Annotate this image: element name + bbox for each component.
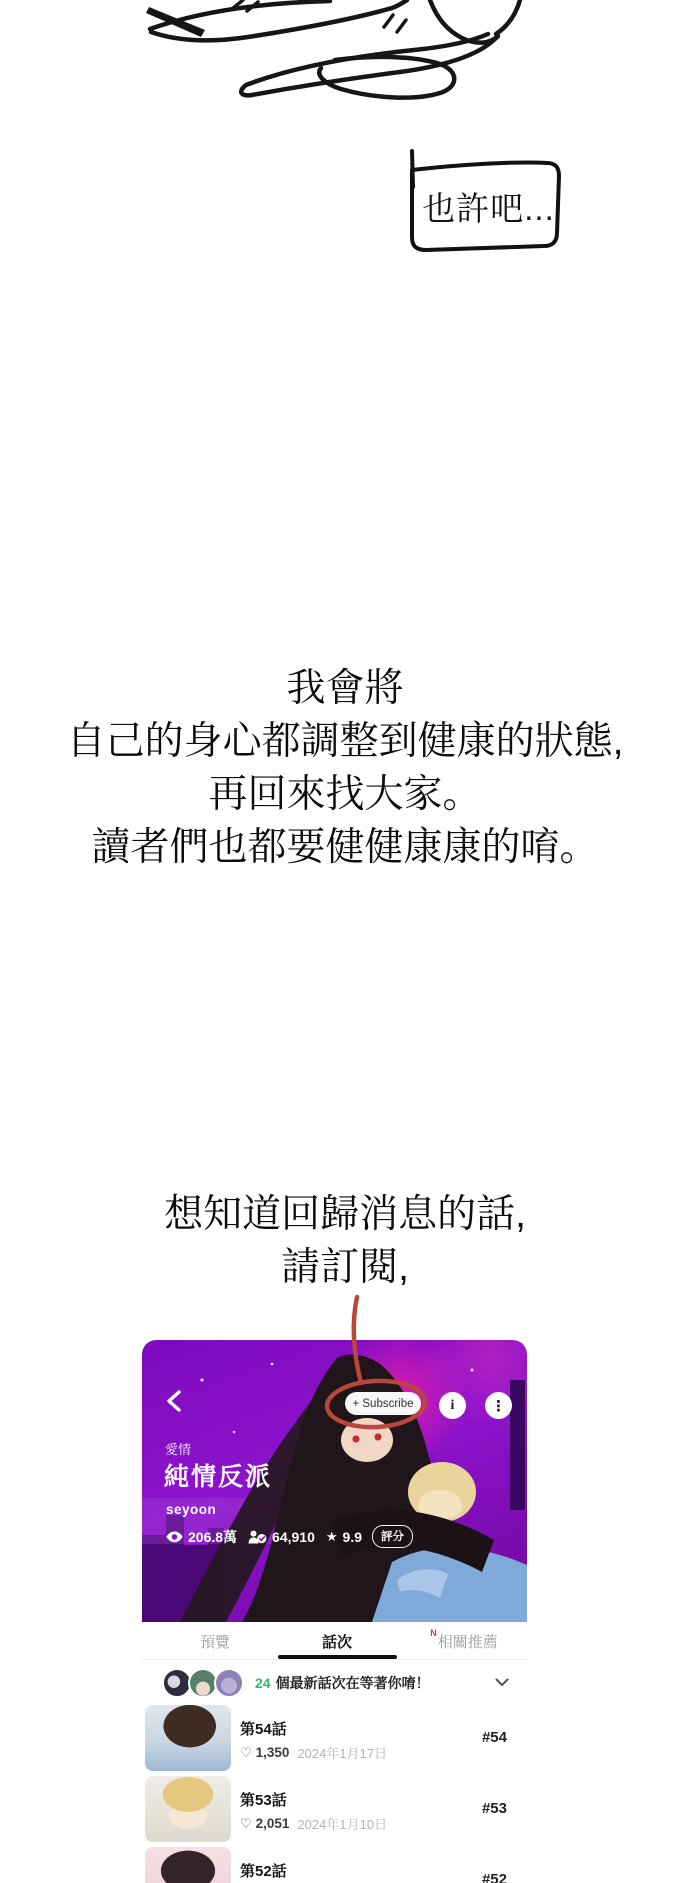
episode-number: #53 (481, 1800, 507, 1817)
series-genre: 愛情 (165, 1442, 192, 1457)
crossed-legs-sketch (0, 0, 690, 118)
banner-count: 24 (255, 1674, 271, 1691)
subscribe-message (0, 1188, 690, 1294)
rating-badge-button[interactable]: 評分 (372, 1525, 413, 1548)
chevron-down-icon[interactable] (495, 1678, 509, 1687)
rating-value: 9.9 (342, 1528, 362, 1545)
episode-row[interactable] (142, 1847, 527, 1883)
episode-thumbnail (145, 1776, 231, 1842)
episode-title: 第54話 (240, 1721, 287, 1738)
app-screenshot-card (142, 1340, 527, 1883)
back-icon[interactable] (162, 1388, 188, 1414)
tab-preview[interactable]: 預覽 (199, 1634, 231, 1651)
avatar (214, 1668, 244, 1698)
episode-row[interactable] (142, 1776, 527, 1847)
episode-number: #54 (481, 1729, 507, 1746)
episode-meta (240, 1814, 387, 1833)
heart-icon: ♡ (240, 1815, 252, 1831)
farewell-line: 讀者們也都要健健康康的唷。 (91, 826, 599, 869)
more-icon: ⋮ (491, 1397, 506, 1415)
farewell-line: 再回來找大家。 (208, 773, 482, 816)
banner-label: 個最新話次在等著你唷！ (275, 1674, 430, 1691)
active-tab-indicator (278, 1655, 397, 1659)
new-badge: N (430, 1628, 437, 1638)
latest-episodes-banner[interactable] (142, 1660, 527, 1705)
tab-episodes[interactable]: 話次 (321, 1634, 353, 1651)
tab-bar (142, 1622, 527, 1660)
episode-thumbnail (145, 1705, 231, 1771)
subscribe-line: 想知道回歸消息的話, (164, 1193, 526, 1236)
subscribers-count: 64,910 (272, 1528, 315, 1545)
series-cover (142, 1340, 527, 1622)
info-icon: i (450, 1397, 455, 1413)
episode-date: 2024年1月17日 (297, 1746, 388, 1761)
episode-number: #52 (481, 1871, 507, 1883)
banner-text (255, 1673, 430, 1693)
more-button[interactable] (485, 1392, 512, 1419)
tab-related-label: 相關推薦 (437, 1634, 498, 1651)
episode-title: 第52話 (240, 1863, 287, 1880)
episode-likes: 1,350 (255, 1745, 290, 1760)
series-author: seyoon (166, 1502, 217, 1517)
speech-bubble (395, 145, 580, 260)
series-title: 純情反派 (164, 1463, 273, 1491)
farewell-line: 自己的身心都調整到健康的狀態, (66, 720, 624, 763)
subscribe-line: 請訂閱, (281, 1246, 409, 1289)
episode-thumbnail (145, 1847, 231, 1883)
series-stats (166, 1525, 413, 1548)
heart-icon: ♡ (240, 1744, 252, 1760)
subscribe-button[interactable]: + Subscribe (345, 1392, 421, 1415)
star-icon: ★ (325, 1528, 338, 1544)
episode-date: 2024年1月10日 (297, 1817, 388, 1832)
episode-row[interactable] (142, 1705, 527, 1776)
episode-likes: 2,051 (255, 1816, 290, 1831)
character-avatars (162, 1668, 244, 1698)
episode-title: 第53話 (240, 1792, 287, 1809)
farewell-line: 我會將 (286, 667, 404, 710)
views-icon (166, 1531, 183, 1543)
tab-related[interactable] (430, 1628, 498, 1652)
farewell-message (0, 662, 690, 874)
speech-bubble-text: 也許吧... (422, 190, 555, 227)
info-button[interactable] (439, 1392, 466, 1419)
views-count: 206.8萬 (188, 1528, 238, 1545)
episode-meta (240, 1743, 387, 1762)
subscribers-icon (248, 1530, 267, 1544)
